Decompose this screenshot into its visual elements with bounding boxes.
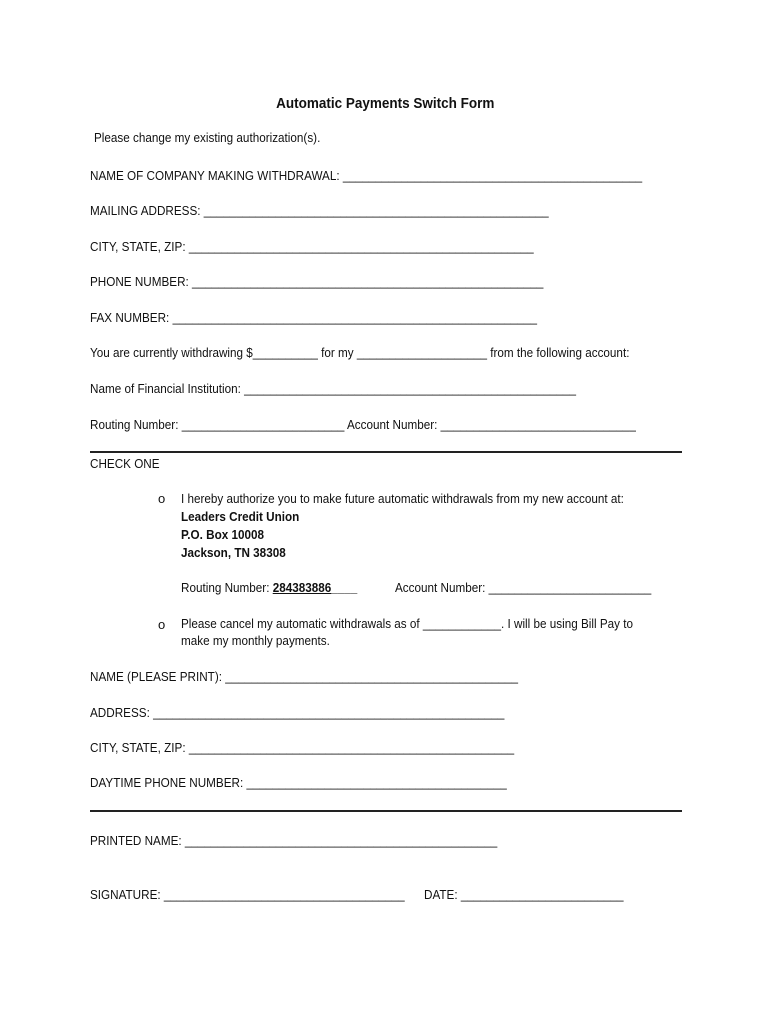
- intro-text: Please change my existing authorization(s).: [94, 130, 321, 145]
- member-city-state-zip-field[interactable]: CITY, STATE, ZIP: __________________________________________________: [90, 740, 515, 755]
- routing-trail: ____: [331, 580, 358, 595]
- fax-number-field[interactable]: FAX NUMBER: ________________________________________________________: [90, 310, 537, 325]
- institution-address-line2: Jackson, TN 38308: [181, 545, 286, 560]
- new-account-number-field[interactable]: Account Number: _________________________: [395, 580, 652, 595]
- option2-text-line2: make my monthly payments.: [181, 633, 330, 648]
- mailing-address-field[interactable]: MAILING ADDRESS: _____________________________________________________: [90, 203, 549, 218]
- company-name-field[interactable]: NAME OF COMPANY MAKING WITHDRAWAL: ______________________________________________: [90, 168, 643, 183]
- option1-text: I hereby authorize you to make future automatic withdrawals from my new account at:: [181, 491, 624, 506]
- withdrawal-line[interactable]: You are currently withdrawing $__________ for my ____________________ from the following account:: [90, 345, 630, 360]
- signature-field[interactable]: SIGNATURE: _____________________________________: [90, 887, 405, 902]
- city-state-zip-field[interactable]: CITY, STATE, ZIP: _____________________________________________________: [90, 239, 534, 254]
- signature-divider: [90, 810, 682, 812]
- phone-number-field[interactable]: PHONE NUMBER: ______________________________________________________: [90, 274, 544, 289]
- routing-label: Routing Number:: [181, 580, 273, 595]
- member-address-field[interactable]: ADDRESS: ______________________________________________________: [90, 705, 505, 720]
- option2-text-line1[interactable]: Please cancel my automatic withdrawals as of ____________. I will be using Bill Pay to: [181, 616, 634, 631]
- financial-institution-field[interactable]: Name of Financial Institution: ___________________________________________________: [90, 381, 576, 396]
- institution-address-line1: P.O. Box 10008: [181, 527, 265, 542]
- routing-value: 284383886: [272, 580, 332, 595]
- daytime-phone-field[interactable]: DAYTIME PHONE NUMBER: ________________________________________: [90, 775, 507, 790]
- check-one-heading: CHECK ONE: [90, 456, 160, 471]
- form-title: Automatic Payments Switch Form: [275, 95, 495, 112]
- option1-checkbox[interactable]: o: [158, 491, 166, 506]
- section-divider: [90, 451, 682, 453]
- option2-checkbox[interactable]: o: [158, 617, 166, 632]
- routing-account-line[interactable]: Routing Number: _________________________ Account Number: ______________________________: [90, 417, 636, 432]
- new-routing-number: [181, 580, 357, 596]
- printed-name-field[interactable]: PRINTED NAME: ________________________________________________: [90, 833, 498, 848]
- institution-name: Leaders Credit Union: [181, 509, 300, 524]
- member-name-field[interactable]: NAME (PLEASE PRINT): _____________________________________________: [90, 669, 519, 684]
- date-field[interactable]: DATE: _________________________: [424, 887, 624, 902]
